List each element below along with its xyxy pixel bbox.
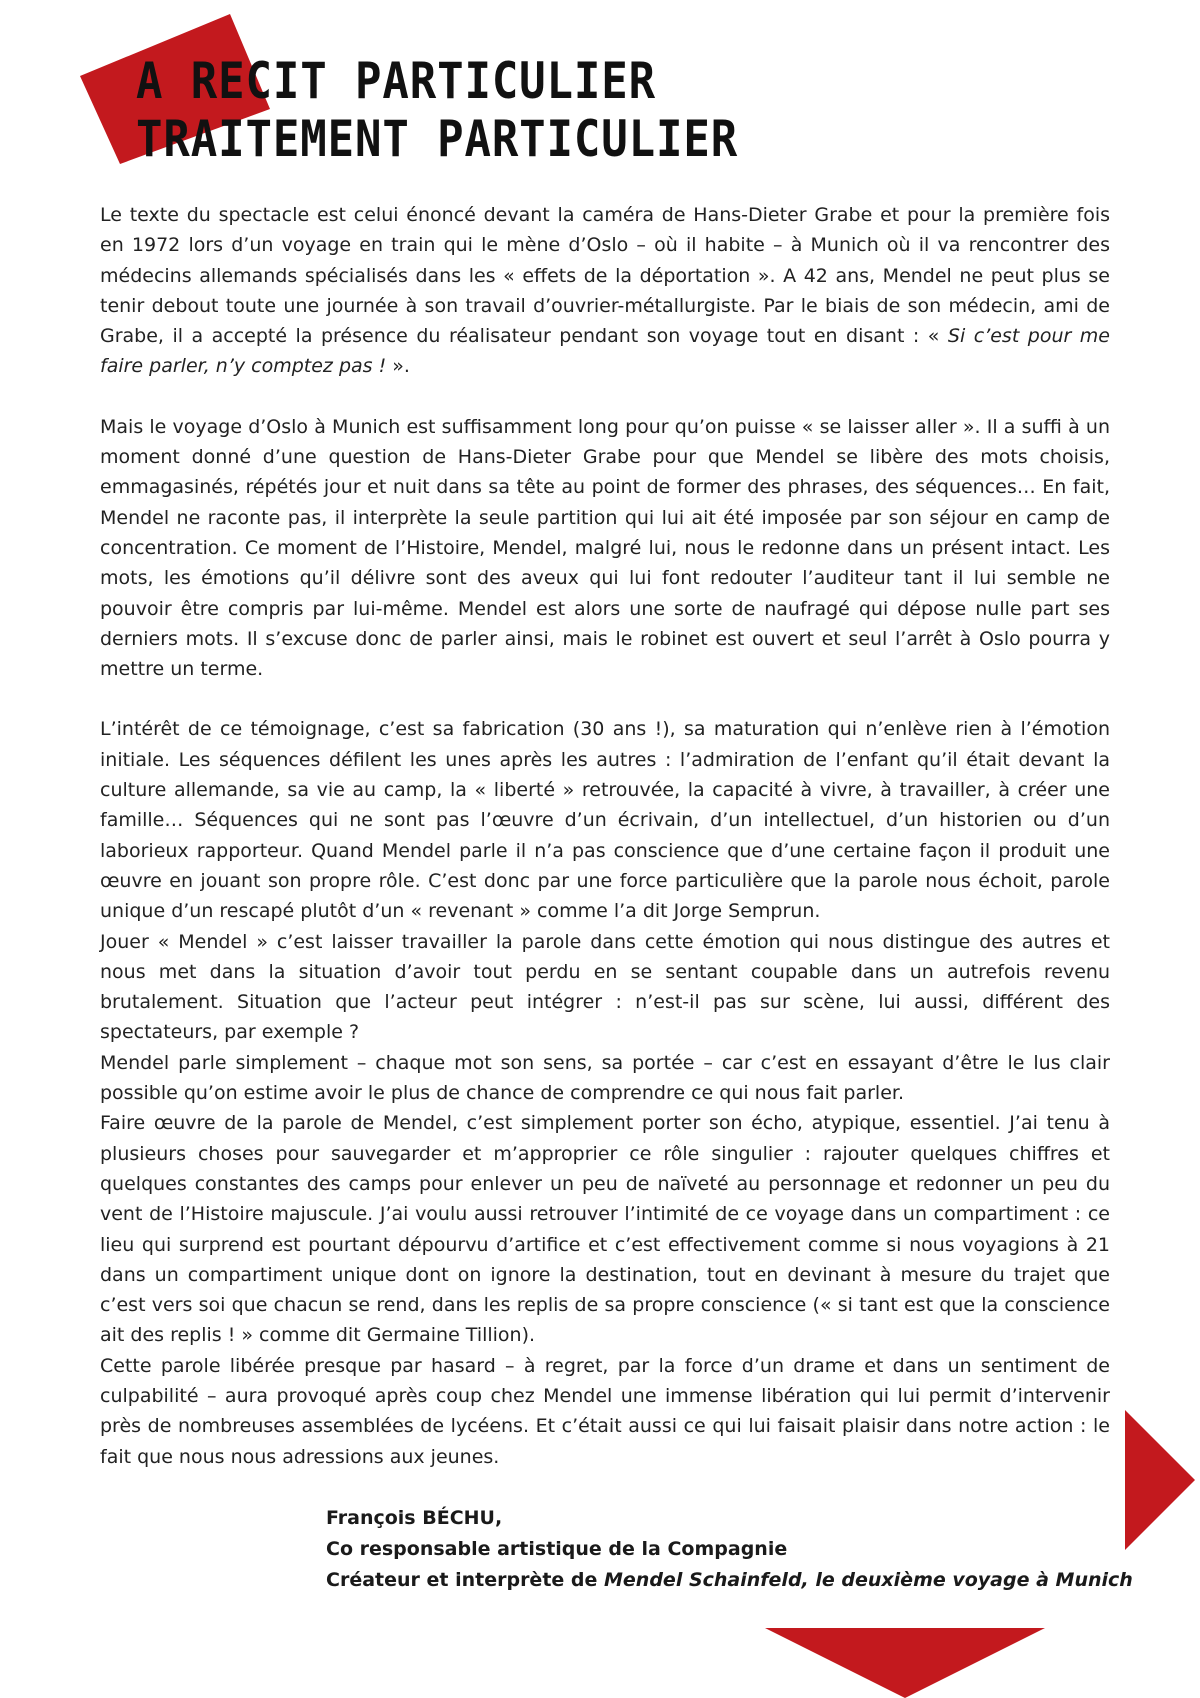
paragraph-4: Jouer « Mendel » c’est laisser travailler la parole dans cette émotion qui nous distingue des autres et nous met dans la situation d’avoir tout perdu en se sentant coupable dans un autrefois revenu brutalement. Situation que l’acteur peut intégrer : n’est-il pas sur scène, lui aussi, différent des spectateurs, par exemple ?: [100, 930, 1110, 1044]
paragraph-7: Cette parole libérée presque par hasard – à regret, par la force d’un drame et dans un sentiment de culpabilité – aura provoqué après coup chez Mendel une immense libération qui lui permit d’intervenir près de nombreuses assemblées de lycéens. Et c’était aussi ce qui lui faisait plaisir dans notre action : le fait que nous nous adressions aux jeunes.: [100, 1354, 1110, 1468]
signature-creator-prefix: Créateur et interprète de: [326, 1569, 605, 1591]
signature-role: Co responsable artistique de la Compagnie: [326, 1538, 788, 1560]
title-line-2: TRAITEMENT PARTICULIER: [136, 110, 739, 168]
paragraph-1-quote: Si c’est pour me faire parler, n’y comptez pas !: [100, 325, 1110, 378]
paragraph-1: [100, 200, 1110, 382]
red-triangle-right-decoration: [1125, 1410, 1195, 1550]
paragraph-6: Faire œuvre de la parole de Mendel, c’est simplement porter son écho, atypique, essentiel. J’ai tenu à plusieurs choses pour sauvegarder et m’approprier ce rôle singulier : rajouter quelques chiffres et quelques constantes des camps pour enlever un peu de naïveté au personnage et redonner un peu du vent de l’Histoire majuscule. J’ai voulu aussi retrouver l’intimité de ce voyage dans un compartiment : ce lieu qui surprend est pourtant dépourvu d’artifice et c’est effectivement comme si nous voyagions à 21 dans un compartiment unique dont on ignore la destination, tout en devinant à mesure du trajet que c’est vers soi que chacun se rend, dans les replis de sa propre conscience (« si tant est que la conscience ait des replis ! » comme dit Germaine Tillion).: [100, 1112, 1110, 1347]
article-body: [100, 200, 1110, 1472]
signature-block: [326, 1503, 1133, 1596]
paragraph-1-text: Le texte du spectacle est celui énoncé devant la caméra de Hans-Dieter Grabe et pour la première fois en 1972 lors d’un voyage en train qui le mène d’Oslo – où il habite – à Munich où il va rencontrer des médecins allemands spécialisés dans les « effets de la déportation ». A 42 ans, Mendel ne peut plus se tenir debout toute une journée à son travail d’ouvrier-métallurgiste. Par le biais de son médecin, ami de Grabe, il a accepté la présence du réalisateur pendant son voyage tout en disant : «: [100, 204, 1110, 348]
red-triangle-bottom-decoration: [765, 1628, 1045, 1698]
signature-show-title: Mendel Schainfeld, le deuxième voyage à Munich: [604, 1569, 1133, 1591]
title-line-1: A RECIT PARTICULIER: [136, 52, 657, 110]
paragraph-2: Mais le voyage d’Oslo à Munich est suffisamment long pour qu’on puisse « se laisser aller ». Il a suffi à un moment donné d’une question de Hans-Dieter Grabe pour que Mendel se libère des mots choisis, emmagasinés, répétés jour et nuit dans sa tête au point de former des phrases, des séquences… En fait, Mendel ne raconte pas, il interprète la seule partition qui lui ait été imposée par son séjour en camp de concentration. Ce moment de l’Histoire, Mendel, malgré lui, nous le redonne dans un présent intact. Les mots, les émotions qu’il délivre sont des aveux qui lui font redouter l’auditeur tant il lui semble ne pouvoir être compris par lui-même. Mendel est alors une sorte de naufragé qui dépose nulle part ses derniers mots. Il s’excuse donc de parler ainsi, mais le robinet est ouvert et seul l’arrêt à Oslo pourra y mettre un terme.: [100, 415, 1110, 681]
signature-creator-line: [326, 1565, 1133, 1596]
paragraph-3: L’intérêt de ce témoignage, c’est sa fabrication (30 ans !), sa maturation qui n’enlève rien à l’émotion initiale. Les séquences défilent les unes après les autres : l’admiration de l’enfant qu’il était devant la culture allemande, sa vie au camp, la « liberté » retrouvée, la capacité à vivre, à travailler, à créer une famille… Séquences qui ne sont pas l’œuvre d’un écrivain, d’un intellectuel, d’un historien ou d’un laborieux rapporteur. Quand Mendel parle il n’a pas conscience que d’une certaine façon il produit une œuvre en jouant son propre rôle. C’est donc par une force particulière que la parole nous échoit, parole unique d’un rescapé plutôt d’un « revenant » comme l’a dit Jorge Semprun.: [100, 718, 1110, 923]
paragraph-1-end: ».: [392, 355, 410, 378]
paragraph-5: Mendel parle simplement – chaque mot son sens, sa portée – car c’est en essayant d’être le lus clair possible qu’on estime avoir le plus de chance de comprendre ce qui nous fait parler.: [100, 1051, 1110, 1105]
page-title: [136, 52, 738, 168]
signature-name: François BÉCHU,: [326, 1507, 503, 1529]
